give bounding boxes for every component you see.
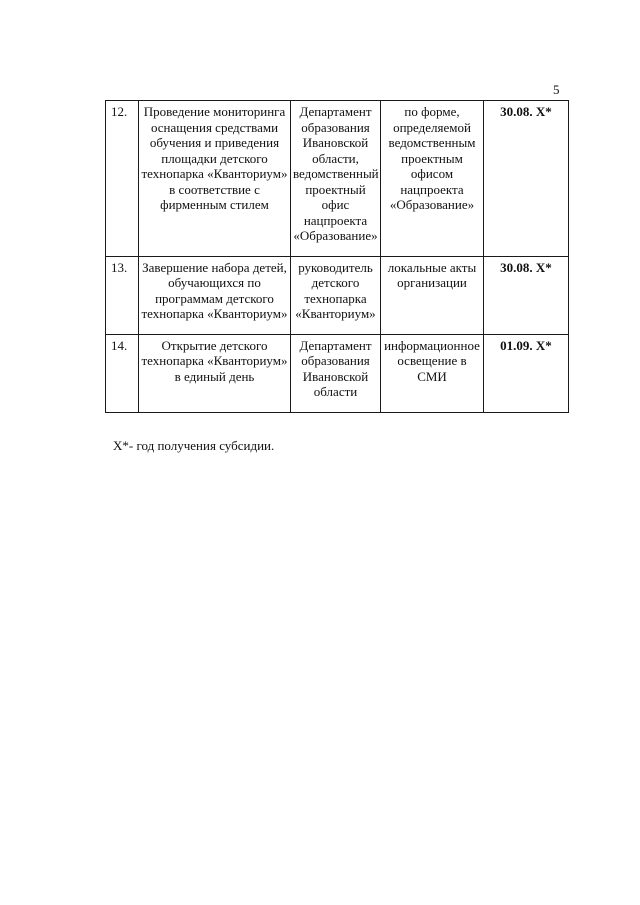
page-number: 5 xyxy=(553,82,560,97)
result-cell: информационное освещение в СМИ xyxy=(381,334,484,412)
table-row xyxy=(106,334,569,412)
row-number: 13. xyxy=(106,256,139,334)
action-cell: Завершение набора детей, обучающихся по программам детского технопарка «Кванториум» xyxy=(139,256,291,334)
footnote: Х*- год получения субсидии. xyxy=(113,438,275,453)
responsible-cell: Департамент образования Ивановской области, ведомственный проектный офис нацпроекта «Образование» xyxy=(291,101,381,257)
deadline-cell: 30.08. Х* xyxy=(484,256,569,334)
event-plan-table xyxy=(105,100,569,413)
result-cell: по форме, определяемой ведомственным проектным офисом нацпроекта «Образование» xyxy=(381,101,484,257)
deadline-cell: 30.08. Х* xyxy=(484,101,569,257)
result-cell: локальные акты организации xyxy=(381,256,484,334)
table-row xyxy=(106,256,569,334)
responsible-cell: Департамент образования Ивановской области xyxy=(291,334,381,412)
responsible-cell: руководитель детского технопарка «Кванториум» xyxy=(291,256,381,334)
action-cell: Открытие детского технопарка «Кванториум» в единый день xyxy=(139,334,291,412)
row-number: 14. xyxy=(106,334,139,412)
row-number: 12. xyxy=(106,101,139,257)
table-row xyxy=(106,101,569,257)
deadline-cell: 01.09. Х* xyxy=(484,334,569,412)
action-cell: Проведение мониторинга оснащения средствами обучения и приведения площадки детского технопарка «Кванториум» в соответствие с фирменным стилем xyxy=(139,101,291,257)
